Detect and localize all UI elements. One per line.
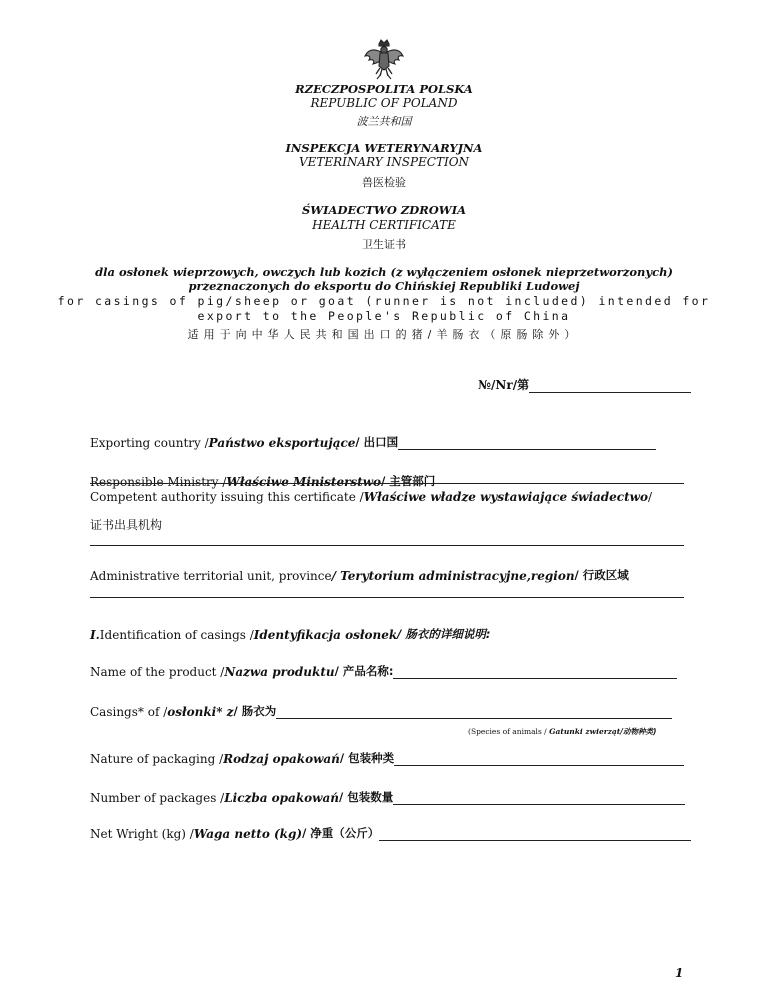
polish-eagle-emblem-icon (363, 38, 405, 80)
casings-label-en: Casings* of / (90, 705, 168, 719)
exporting-country-label-pl: Państwo eksportujące (208, 436, 356, 450)
species-note-pl: Gatunki zwierząt (549, 727, 621, 736)
authority-label-en: Competent authority issuing this certificate / (90, 490, 364, 504)
packaging-label-zh: / 包装种类 (339, 751, 395, 765)
packaging-label-pl: Rodzaj opakowań (223, 752, 340, 766)
section-1-number: I. (90, 628, 100, 642)
casings-row (90, 703, 672, 719)
authority-label-sep: / (647, 490, 653, 504)
product-name-label-zh: / 产品名称: (334, 664, 394, 678)
net-weight-row (90, 825, 691, 841)
packages-label-en: Number of packages / (90, 791, 225, 805)
description-zh: 适用于向中华人民共和国出口的猪/羊肠衣（原肠除外） (187, 328, 581, 341)
country-name-pl: RZECZPOSPOLITA POLSKA (295, 82, 473, 96)
exporting-country-row (90, 434, 656, 450)
country-name-zh: 波兰共和国 (356, 115, 412, 128)
authority-label-zh: 证书出具机构 (90, 518, 163, 532)
country-name-en: REPUBLIC OF POLAND (310, 96, 458, 110)
authority-row (90, 490, 652, 504)
certificate-title-zh: 卫生证书 (362, 238, 406, 251)
description-pl-line1: dla osłonek wieprzowych, owczych lub kozich (z wyłączeniem osłonek nieprzetworzonych) (95, 265, 673, 279)
admin-unit-label-zh: / 行政区域 (574, 568, 629, 582)
inspection-name-zh: 兽医检验 (362, 176, 406, 189)
inspection-name-pl: INSPEKCJA WETERYNARYJNA (285, 141, 483, 155)
certificate-number-row (478, 376, 691, 393)
section-1-heading (90, 626, 490, 642)
certificate-title-en: HEALTH CERTIFICATE (312, 218, 456, 232)
species-note (468, 726, 656, 737)
net-weight-label-pl: Waga netto (kg) (193, 827, 303, 841)
packaging-label-en: Nature of packaging / (90, 752, 224, 766)
inspection-name-en: VETERINARY INSPECTION (298, 155, 470, 169)
ministry-label-en: Responsible Ministry / (90, 475, 227, 489)
admin-unit-field[interactable] (90, 597, 684, 598)
description-en-line2: export to the People's Republic of China (197, 309, 571, 323)
ministry-row (90, 473, 435, 489)
admin-unit-row (90, 567, 629, 583)
admin-unit-label-en: Administrative territorial unit, province (90, 569, 332, 583)
species-note-paren: ( (468, 727, 471, 736)
casings-species-field[interactable] (276, 706, 672, 719)
description-pl-line2: przeznaczonych do eksportu do Chińskiej Republiki Ludowej (188, 279, 580, 293)
admin-unit-label-pl: / Terytorium administracyjne,region (331, 569, 575, 583)
section-1-label-pl: Identyfikacja osłonek (253, 628, 398, 642)
species-note-en: Species of animals / (470, 727, 550, 736)
certificate-number-field[interactable] (529, 380, 691, 393)
ministry-field[interactable] (90, 483, 684, 484)
product-name-field[interactable] (393, 666, 677, 679)
product-name-label-pl: Nazwa produktu (224, 665, 335, 679)
section-1-label-en: Identification of casings / (99, 628, 254, 642)
net-weight-field[interactable] (379, 828, 691, 841)
net-weight-label-zh: / 净重（公斤） (302, 826, 380, 840)
casings-label-zh: / 肠衣为 (233, 704, 277, 718)
packages-label-pl: Liczba opakowań (224, 791, 339, 805)
packages-label-zh: / 包装数量 (338, 790, 394, 804)
packaging-field[interactable] (394, 753, 684, 766)
product-name-label-en: Name of the product / (90, 665, 225, 679)
casings-label-pl: osłonki* z (167, 705, 234, 719)
certificate-title-pl: ŚWIADECTWO ZDROWIA (301, 203, 467, 217)
packages-row (90, 789, 685, 805)
ministry-label-pl: Właściwe Ministerstwo (226, 475, 382, 489)
exporting-country-field[interactable] (398, 437, 656, 450)
net-weight-label-en: Net Wright (kg) / (90, 827, 194, 841)
certificate-number-label: №/Nr/第 (478, 378, 530, 392)
description-en-line1: for casings of pig/sheep or goat (runner is not included) intended for (57, 294, 711, 308)
section-1-label-zh: / 肠衣的详细说明: (397, 627, 491, 641)
authority-field[interactable] (90, 545, 684, 546)
product-name-row (90, 663, 677, 679)
ministry-label-zh: / 主管部门 (381, 474, 436, 488)
page-number: 1 (675, 966, 684, 980)
exporting-country-label-zh: / 出口国 (355, 435, 399, 449)
exporting-country-label-en: Exporting country / (90, 436, 209, 450)
packages-field[interactable] (393, 792, 685, 805)
authority-label-pl: Właściwe władze wystawiające świadectwo (363, 490, 648, 504)
species-note-zh: /动物种类) (620, 727, 657, 736)
packaging-row (90, 750, 684, 766)
